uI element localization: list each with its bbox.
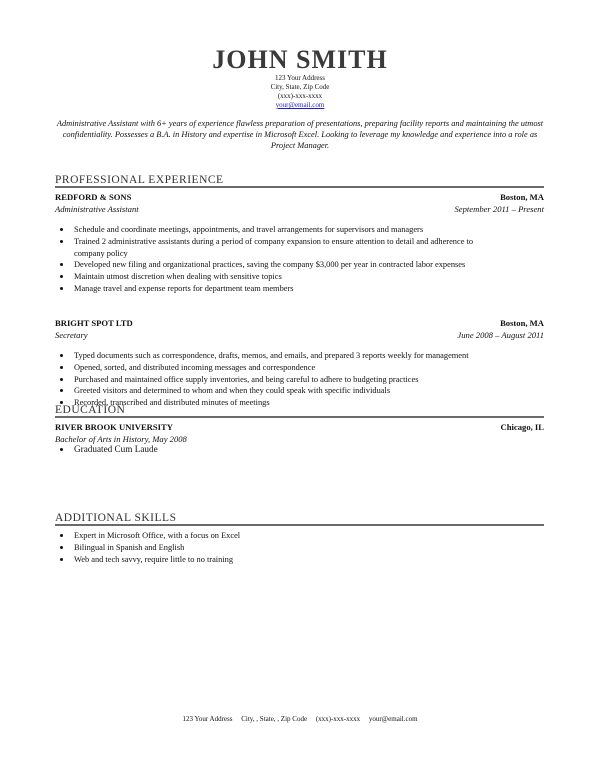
list-item: Manage travel and expense reports for department team members (55, 283, 495, 295)
section-divider (55, 524, 544, 526)
bullet-icon (60, 558, 63, 561)
bullet-icon (60, 534, 63, 537)
address-line: 123 Your Address (275, 74, 325, 82)
job-dates: September 2011 – Present (454, 204, 544, 214)
list-item: Bilingual in Spanish and English (55, 542, 495, 554)
bullet-icon (60, 546, 63, 549)
section-divider (55, 416, 544, 418)
list-item: Recorded, transcribed and distributed minutes of meetings (55, 397, 545, 409)
footer-address: 123 Your Address (182, 715, 233, 723)
bullet-icon (60, 378, 63, 381)
job-header-row (55, 192, 544, 202)
list-item: Maintain utmost discretion when dealing with sensitive topics (55, 271, 495, 283)
job-role: Administrative Assistant (55, 204, 139, 214)
degree: Bachelor of Arts in History, May 2008 (55, 434, 187, 444)
list-item: Expert in Microsoft Office, with a focus on Excel (55, 530, 495, 542)
footer-phone: (xxx)-xxx-xxxx (315, 715, 361, 723)
contact-block (0, 74, 600, 110)
job-role-row (55, 330, 544, 340)
list-item: Graduated Cum Laude (55, 444, 495, 456)
list-item: Greeted visitors and determined to whom and when they could speak with specific individuals (55, 385, 545, 397)
degree-row (55, 434, 544, 444)
bullet-icon (60, 366, 63, 369)
school-location: Chicago, IL (500, 422, 544, 432)
bullet-icon (60, 287, 63, 290)
city-line: City, State, Zip Code (270, 83, 330, 91)
job-header-row (55, 318, 544, 328)
bullet-icon (60, 240, 63, 243)
skills-bullets (55, 530, 495, 565)
job-bullets (55, 224, 495, 295)
job-location: Boston, MA (500, 192, 544, 202)
company-name: REDFORD & SONS (55, 192, 132, 202)
page-footer (0, 715, 600, 723)
list-item: Purchased and maintained office supply inventories, and being careful to adhere to budgeting practices (55, 374, 545, 386)
job-dates: June 2008 – August 2011 (457, 330, 544, 340)
candidate-name: JOHN SMITH (212, 45, 388, 74)
school-row (55, 422, 544, 432)
job-bullets (55, 350, 545, 409)
list-item: Typed documents such as correspondence, drafts, memos, and emails, and prepared 3 reports weekly for management (55, 350, 545, 362)
bullet-icon (60, 389, 63, 392)
section-title-experience: PROFESSIONAL EXPERIENCE (55, 174, 224, 186)
school-name: RIVER BROOK UNIVERSITY (55, 422, 173, 432)
education-bullets (55, 444, 495, 456)
bullet-icon (60, 228, 63, 231)
list-item: Schedule and coordinate meetings, appointments, and travel arrangements for supervisors and managers (55, 224, 495, 236)
job-role: Secretary (55, 330, 88, 340)
bullet-icon (60, 263, 63, 266)
bullet-icon (60, 354, 63, 357)
footer-email: your@email.com (368, 715, 418, 723)
bullet-icon (60, 448, 63, 451)
list-item: Developed new filing and organizational practices, saving the company $3,000 per year in contracted labor expenses (55, 259, 495, 271)
section-title-education: EDUCATION (55, 404, 126, 416)
email-link[interactable]: your@email.com (275, 101, 325, 109)
summary-paragraph: Administrative Assistant with 6+ years of experience flawless preparation of presentations, preparing facility reports and maintaining the utmost confidentiality. Possesses a B.A. in History and expertise in Microsoft Excel. Looking to leverage my knowledge and experience into a role as Project Manager. (56, 119, 544, 150)
footer-city: City, , State, , Zip Code (241, 715, 308, 723)
job-location: Boston, MA (500, 318, 544, 328)
company-name: BRIGHT SPOT LTD (55, 318, 133, 328)
section-title-skills: ADDITIONAL SKILLS (55, 512, 177, 524)
bullet-icon (60, 275, 63, 278)
section-divider (55, 186, 544, 188)
list-item: Web and tech savvy, require little to no training (55, 554, 495, 566)
list-item: Trained 2 administrative assistants during a period of company expansion to ensure attention to detail and adherence to company policy (55, 236, 495, 260)
phone-line: (xxx)-xxx-xxxx (277, 92, 323, 100)
job-role-row (55, 204, 544, 214)
list-item: Opened, sorted, and distributed incoming messages and correspondence (55, 362, 545, 374)
